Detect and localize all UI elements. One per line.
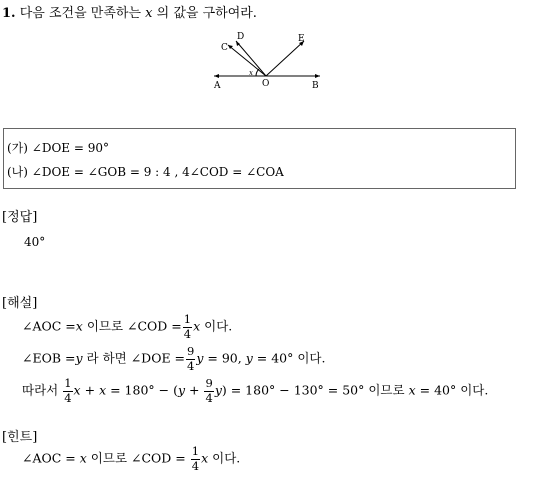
explanation-label: [해설]	[2, 296, 38, 311]
frac-den: 4	[191, 458, 200, 473]
answer-value: 40°	[24, 235, 46, 249]
condition-1: (가) ∠DOE = 90°	[7, 141, 109, 155]
answer-label: [정답]	[2, 210, 38, 225]
question-text-before: 다음 조건을 만족하는	[19, 6, 142, 21]
frac-den: 4	[205, 390, 213, 405]
expl2-var2: y	[196, 350, 204, 366]
expl3-text-b: +	[84, 382, 96, 398]
fraction-9-4	[186, 346, 195, 372]
frac-num: 1	[191, 444, 200, 458]
angle-arc	[256, 69, 259, 76]
explanation-line-1	[22, 314, 232, 340]
expl2-var: y	[75, 350, 83, 366]
arrow-a	[214, 74, 219, 78]
ray-oe	[266, 41, 304, 76]
question-text-after: 의 값을 구하여라.	[156, 6, 257, 21]
frac-num: 9	[205, 376, 213, 390]
expl3-var2: x	[99, 382, 107, 398]
expl1-text-b: 이므로 ∠COD =	[86, 318, 182, 334]
expl3-text-c: = 180° − (	[110, 382, 178, 398]
frac-num: 1	[64, 376, 72, 390]
hint-var2: x	[201, 450, 209, 466]
expl3-text-f: = 40° 이다.	[419, 382, 489, 398]
hint-text-a: ∠AOC =	[22, 450, 76, 466]
expl2-text-b: 라 하면 ∠DOE =	[86, 350, 186, 366]
frac-den: 4	[64, 390, 72, 405]
frac-den: 4	[183, 326, 192, 341]
hint-text-b: 이므로 ∠COD =	[90, 450, 186, 466]
hint-line	[22, 446, 240, 472]
expl2-text-d: = 40° 이다.	[256, 350, 326, 366]
fraction-1-4	[183, 314, 192, 340]
expl3-var4: y	[214, 382, 222, 398]
condition-2: (나) ∠DOE = ∠GOB = 9 : 4 , 4∠COD = ∠COA	[7, 165, 284, 179]
label-d: D	[237, 32, 245, 42]
expl3-var5: x	[408, 382, 416, 398]
label-e: E	[298, 34, 305, 44]
question-title	[2, 2, 257, 21]
ray-oc	[228, 45, 266, 76]
explanation-line-3	[22, 378, 488, 404]
expl2-text-c: = 90,	[207, 350, 242, 366]
explanation-line-2	[22, 346, 325, 372]
hint-label: [힌트]	[2, 430, 38, 445]
label-c: C	[221, 43, 228, 53]
label-o: O	[262, 79, 270, 89]
expl1-text-c: 이다.	[204, 318, 233, 334]
label-a: A	[214, 81, 221, 91]
arrow-b	[315, 74, 320, 78]
label-b: B	[312, 81, 319, 91]
expl2-var3: y	[245, 350, 253, 366]
question-number: 1.	[2, 6, 16, 21]
fraction-1-4	[191, 446, 200, 472]
expl3-var3: y	[177, 382, 186, 398]
expl3-text-e: ) = 180° − 130° = 50° 이므로	[221, 382, 405, 398]
expl1-var: x	[75, 318, 83, 334]
angle-diagram	[200, 30, 330, 92]
hint-text-c: 이다.	[212, 450, 241, 466]
frac-num: 9	[187, 344, 195, 358]
expl2-text-a: ∠EOB =	[22, 350, 76, 366]
fraction-1-4	[63, 378, 72, 404]
question-variable: x	[145, 6, 153, 21]
expl3-text-a: 따라서	[22, 382, 59, 398]
expl1-text-a: ∠AOC =	[22, 318, 76, 334]
expl3-text-d: +	[189, 382, 200, 398]
fraction-9-4	[204, 378, 213, 404]
hint-var: x	[79, 450, 87, 466]
expl1-var2: x	[193, 318, 201, 334]
frac-den: 4	[187, 358, 195, 373]
frac-num: 1	[183, 312, 192, 326]
expl3-var1: x	[73, 382, 81, 398]
label-x: x	[249, 69, 253, 77]
